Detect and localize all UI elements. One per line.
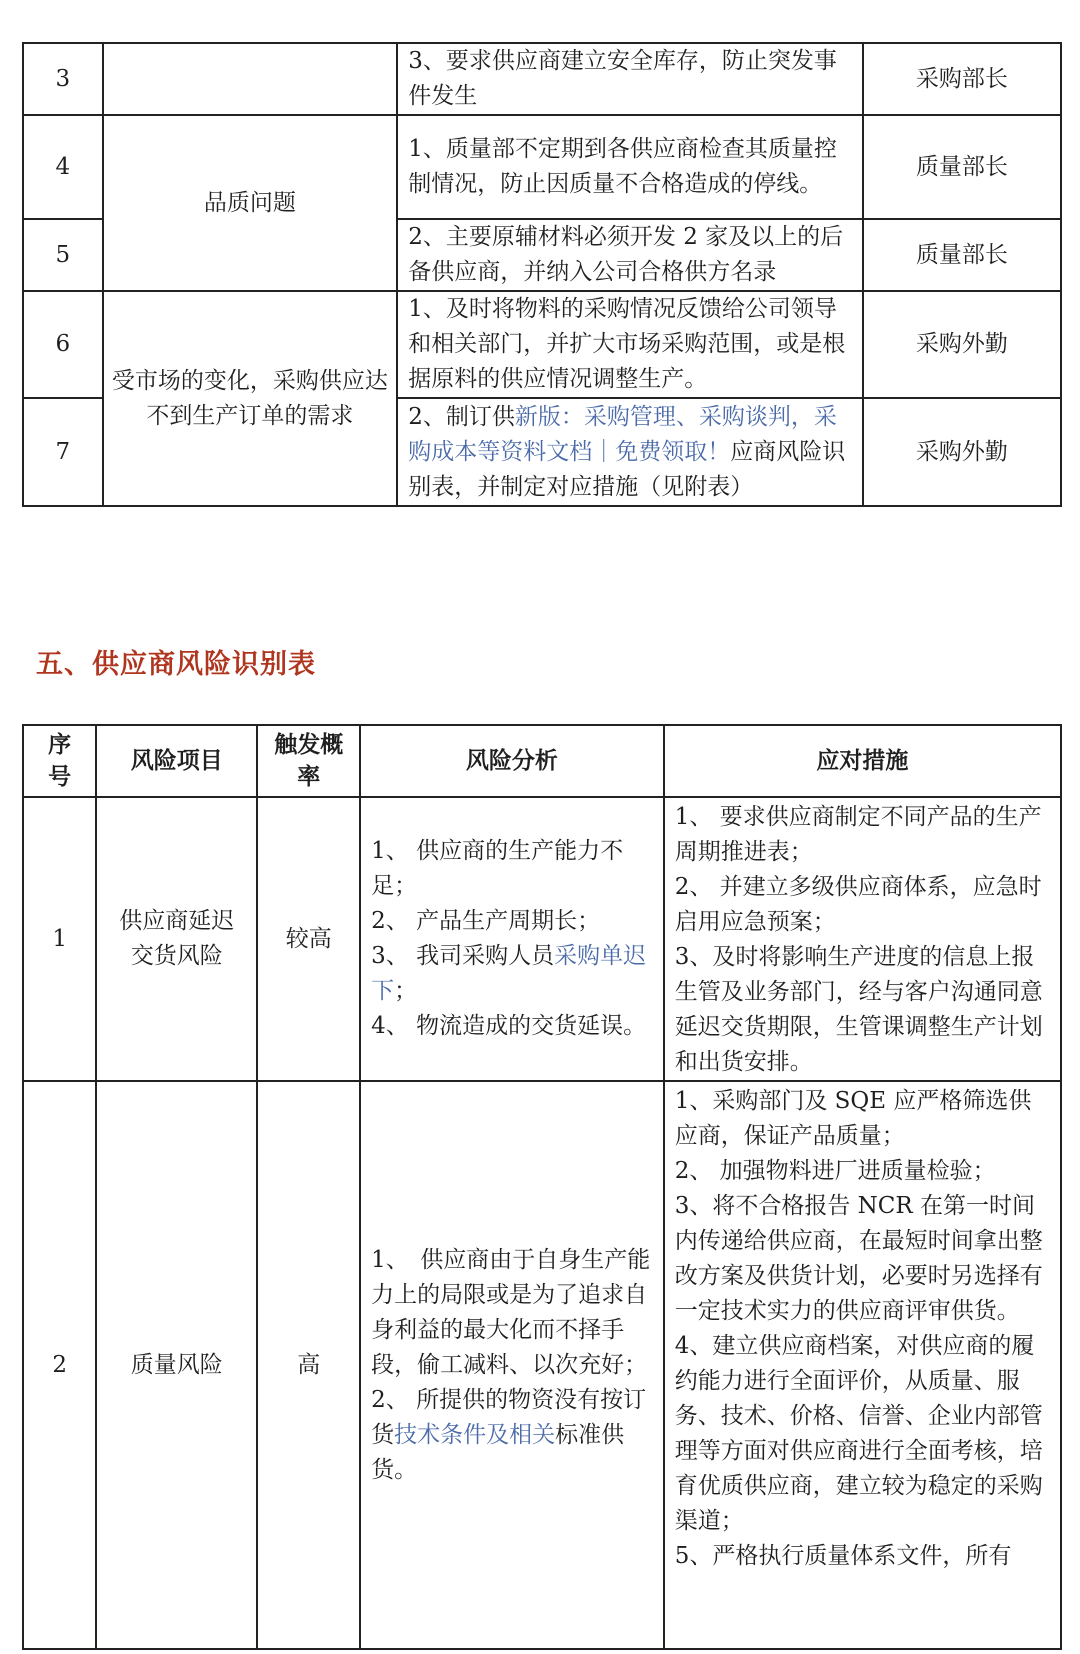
row-number: 7 [23, 398, 103, 506]
header-prob: 触发概率 [257, 725, 360, 797]
risk-analysis [360, 797, 664, 1081]
owner-cell: 质量部长 [863, 219, 1061, 291]
table-row [23, 115, 1061, 219]
risk-item: 质量风险 [96, 1081, 257, 1649]
owner-cell: 采购外勤 [863, 398, 1061, 506]
risk-cause-cell [103, 43, 398, 115]
measure-cell: 1、及时将物料的采购情况反馈给公司领导和相关部门，并扩大市场采购范围，或是根据原料的供应情况调整生产。 [397, 291, 862, 398]
measure-text: 应商风险识别表，并制定对应措施（见附表） [408, 438, 846, 500]
owner-cell: 质量部长 [863, 115, 1061, 219]
header-analysis: 风险分析 [360, 725, 664, 797]
measure-line: 1、采购部门及 SQE 应严格筛选供应商，保证产品质量； [674, 1088, 1032, 1149]
risk-probability: 较高 [257, 797, 360, 1081]
measures-table-continued [22, 42, 1062, 507]
analysis-text: ； [394, 978, 418, 1004]
risk-item: 供应商延迟交货风险 [96, 797, 257, 1081]
risk-cause-cell: 品质问题 [103, 115, 398, 291]
analysis-line: 1、 供应商的生产能力不足； [371, 838, 624, 899]
row-number: 4 [23, 115, 103, 219]
row-number: 6 [23, 291, 103, 398]
header-measures: 应对措施 [664, 725, 1061, 797]
risk-analysis [360, 1081, 664, 1649]
measure-line: 3、将不合格报告 NCR 在第一时间内传递给供应商，在最短时间拿出整改方案及供货计划，必要时另选择有一定技术实力的供应商评审供货。 [674, 1193, 1043, 1324]
owner-cell: 采购外勤 [863, 291, 1061, 398]
row-number: 5 [23, 219, 103, 291]
measure-line: 5、严格执行质量体系文件，所有 [674, 1543, 1012, 1569]
table-row [23, 1081, 1061, 1649]
measure-line: 2、 并建立多级供应商体系，应急时启用应急预案； [674, 874, 1042, 935]
keyword-link[interactable]: 采购单迟下 [371, 943, 647, 1004]
analysis-text: 标准供货。 [371, 1421, 625, 1483]
risk-measures [664, 797, 1061, 1081]
measure-line: 4、建立供应商档案，对供应商的履约能力进行全面评价，从质量、服务、技术、价格、信誉、企业内部管理等方面对供应商进行全面考核，培育优质供应商，建立较为稳定的采购渠道； [674, 1333, 1043, 1534]
risk-measures [664, 1081, 1061, 1649]
table-row [23, 797, 1061, 1081]
analysis-text: 2、 所提供的物资没有按订货 [371, 1386, 647, 1448]
table-header-row [23, 725, 1061, 797]
table-row [23, 291, 1061, 398]
keyword-link[interactable]: 技术条件及相关 [394, 1421, 556, 1448]
measure-cell [397, 398, 862, 506]
row-number: 3 [23, 43, 103, 115]
analysis-line [371, 939, 653, 1009]
measure-text: 2、制订供 [408, 403, 515, 430]
analysis-line [371, 1383, 653, 1488]
section-title: 五、供应商风险识别表 [36, 649, 316, 680]
owner-cell: 采购部长 [863, 43, 1061, 115]
header-no: 序号 [23, 725, 96, 797]
supplier-risk-table [22, 724, 1062, 1650]
measure-cell: 1、质量部不定期到各供应商检查其质量控制情况，防止因质量不合格造成的停线。 [397, 115, 862, 219]
measure-cell: 3、要求供应商建立安全库存，防止突发事件发生 [397, 43, 862, 115]
measure-line: 2、 加强物料进厂进质量检验； [674, 1158, 996, 1184]
promo-link[interactable]: 新版：采购管理、采购谈判，采购成本等资料文档｜免费领取！ [408, 403, 837, 465]
row-number: 1 [23, 797, 96, 1081]
header-item: 风险项目 [96, 725, 257, 797]
measure-line: 3、及时将影响生产进度的信息上报生管及业务部门，经与客户沟通同意延迟交货期限，生管课调整生产计划和出货安排。 [674, 944, 1043, 1075]
table-row [23, 43, 1061, 115]
measure-cell: 2、主要原辅材料必须开发 2 家及以上的后备供应商，并纳入公司合格供方名录 [397, 219, 862, 291]
analysis-line: 2、 产品生产周期长； [371, 908, 601, 934]
row-number: 2 [23, 1081, 96, 1649]
risk-cause-cell: 受市场的变化，采购供应达不到生产订单的需求 [103, 291, 398, 506]
analysis-line: 4、 物流造成的交货延误。 [371, 1013, 647, 1039]
measure-line: 1、 要求供应商制定不同产品的生产周期推进表； [674, 804, 1042, 865]
risk-probability: 高 [257, 1081, 360, 1649]
analysis-line: 1、 供应商由于自身生产能力上的局限或是为了追求自身利益的最大化而不择手段，偷工减料、以次充好； [371, 1246, 651, 1378]
analysis-text: 3、 我司采购人员 [371, 943, 555, 969]
